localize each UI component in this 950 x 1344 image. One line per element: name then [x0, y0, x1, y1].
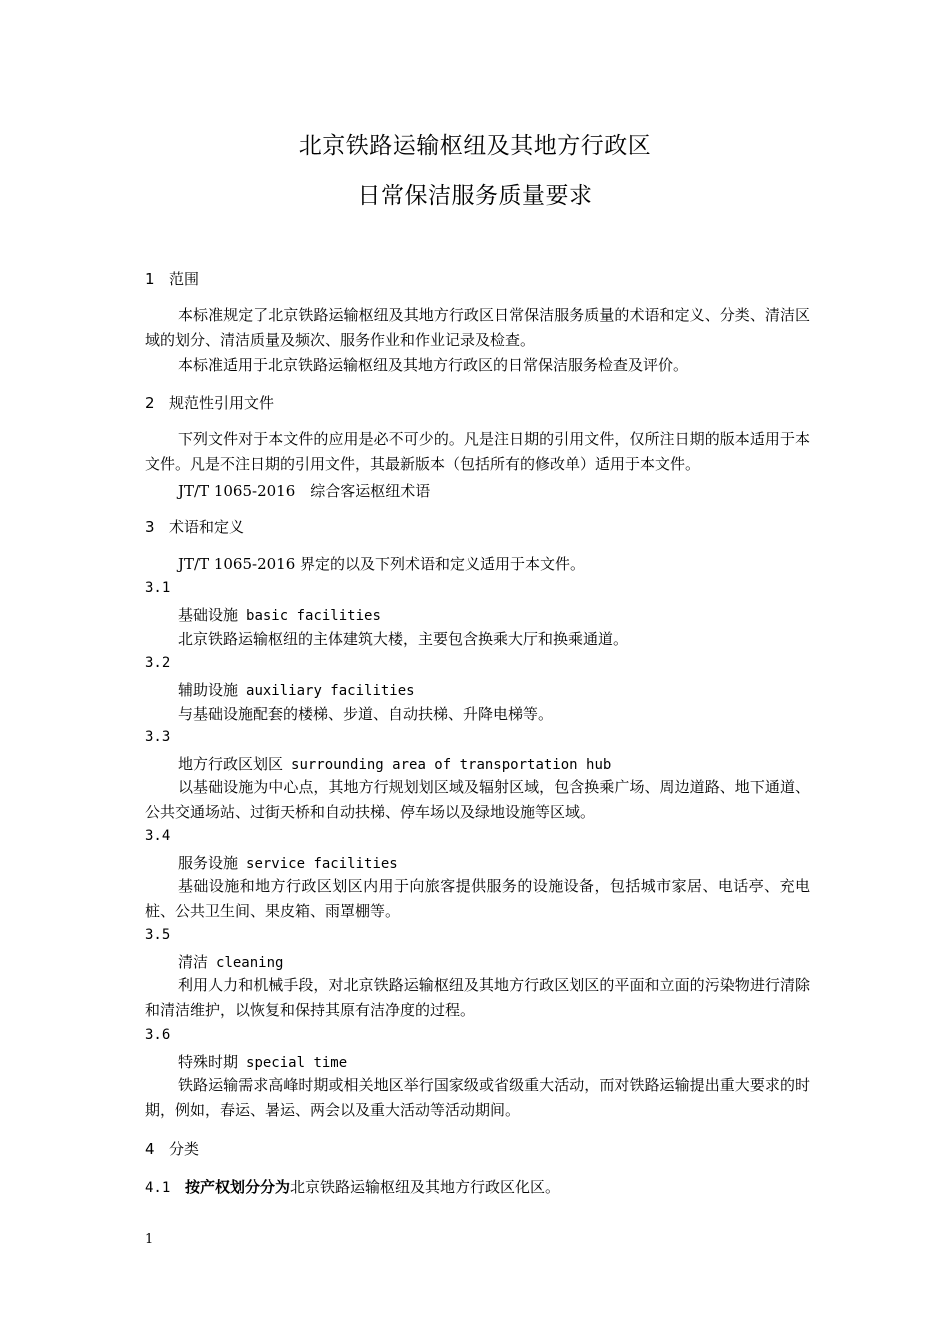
- term-chinese: 服务设施: [178, 854, 239, 872]
- term-definition: 铁路运输需求高峰时期或相关地区举行国家级或省级重大活动，而对铁路运输提出重大要求的时期，例如，春运、暑运、两会以及重大活动等活动期间。: [145, 1076, 810, 1119]
- term-english: surrounding area of transportation hub: [291, 757, 612, 773]
- term-number: 3.6: [145, 1027, 171, 1043]
- term-chinese: 特殊时期: [178, 1053, 239, 1071]
- page-number: 1: [145, 1232, 154, 1247]
- section-3-heading: [145, 516, 244, 537]
- term-english: basic facilities: [246, 608, 381, 624]
- section-1-heading: [145, 268, 199, 289]
- term-heading: [178, 951, 283, 972]
- term-definition: 北京铁路运输枢纽的主体建筑大楼，主要包含换乘大厅和换乘通道。: [178, 630, 629, 648]
- term-number: 3.2: [145, 655, 171, 671]
- term-chinese: 清洁: [178, 953, 209, 971]
- subsection-number: 4.1: [145, 1180, 171, 1196]
- term-english: cleaning: [216, 955, 284, 971]
- term-chinese: 地方行政区划区: [178, 755, 284, 773]
- subsection-text: 北京铁路运输枢纽及其地方行政区化区。: [290, 1178, 561, 1196]
- section-number: 3: [145, 518, 155, 536]
- section-number: 1: [145, 270, 155, 288]
- term-heading: [178, 1051, 347, 1072]
- section-title: 规范性引用文件: [169, 394, 275, 412]
- section-number: 4: [145, 1140, 155, 1158]
- term-heading: [178, 852, 398, 873]
- section-4-heading: [145, 1138, 199, 1159]
- term-definition: 基础设施和地方行政区划区内用于向旅客提供服务的设施设备，包括城市家居、电话亭、充电桩、公共卫生间、果皮箱、雨罩棚等。: [145, 877, 810, 920]
- section-1-paragraph-1: 本标准规定了北京铁路运输枢纽及其地方行政区日常保洁服务质量的术语和定义、分类、清洁区域的划分、清洁质量及频次、服务作业和作业记录及检查。: [145, 306, 810, 349]
- document-title-line-1: 北京铁路运输枢纽及其地方行政区: [298, 133, 652, 159]
- term-number: 3.5: [145, 927, 171, 943]
- section-title: 范围: [169, 270, 200, 288]
- term-heading: [178, 679, 415, 700]
- term-heading: [178, 753, 611, 774]
- term-definition: 与基础设施配套的楼梯、步道、自动扶梯、升降电梯等。: [178, 705, 554, 723]
- document-title-line-2: 日常保洁服务质量要求: [357, 183, 593, 209]
- term-number: 3.3: [145, 729, 171, 745]
- term-number: 3.4: [145, 828, 171, 844]
- term-english: auxiliary facilities: [246, 683, 415, 699]
- normative-reference: JT/T 1065-2016 综合客运枢纽术语: [178, 482, 431, 500]
- section-3-intro: JT/T 1065-2016 界定的以及下列术语和定义适用于本文件。: [178, 555, 586, 573]
- section-title: 分类: [169, 1140, 200, 1158]
- term-definition: 利用人力和机械手段，对北京铁路运输枢纽及其地方行政区划区的平面和立面的污染物进行清除和清洁维护，以恢复和保持其原有洁净度的过程。: [145, 976, 810, 1019]
- term-definition: 以基础设施为中心点，其地方行规划划区域及辐射区域，包含换乘广场、周边道路、地下通道、公共交通场站、过街天桥和自动扶梯、停车场以及绿地设施等区域。: [145, 778, 810, 821]
- term-heading: [178, 604, 381, 625]
- subsection-4-1: [145, 1176, 560, 1197]
- subsection-bold-lead: 按产权划分分为: [185, 1178, 291, 1196]
- section-number: 2: [145, 394, 155, 412]
- section-title: 术语和定义: [169, 518, 245, 536]
- term-chinese: 基础设施: [178, 606, 239, 624]
- term-chinese: 辅助设施: [178, 681, 239, 699]
- term-english: service facilities: [246, 856, 398, 872]
- term-english: special time: [246, 1055, 348, 1071]
- section-1-paragraph-2: 本标准适用于北京铁路运输枢纽及其地方行政区的日常保洁服务检查及评价。: [178, 356, 689, 374]
- term-number: 3.1: [145, 580, 171, 596]
- section-2-heading: [145, 392, 274, 413]
- section-2-paragraph-1: 下列文件对于本文件的应用是必不可少的。凡是注日期的引用文件，仅所注日期的版本适用于本文件。凡是不注日期的引用文件，其最新版本（包括所有的修改单）适用于本文件。: [145, 430, 810, 473]
